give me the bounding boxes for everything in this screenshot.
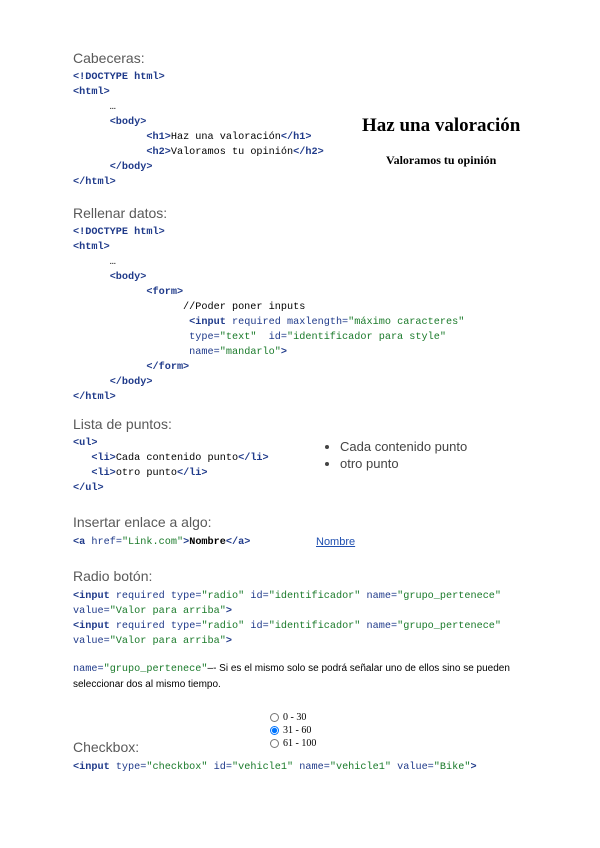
code-block-rellenar xyxy=(73,225,464,405)
code-body-close: </body> xyxy=(109,162,153,173)
code-body-close: </body> xyxy=(109,377,153,388)
code-html-open: <html> xyxy=(73,242,110,253)
code-attr-type: type= xyxy=(170,621,202,632)
code-val-identificador: "identificador" xyxy=(268,591,361,602)
note-text: –- Si es el mismo solo se podrá señalar uno de ellos sino se pueden seleccionar dos al mismo tiempo. xyxy=(73,663,510,690)
code-attr-required: required xyxy=(115,621,165,632)
radio-option-0-30[interactable] xyxy=(270,711,316,724)
code-val-maxlength: "máximo caracteres" xyxy=(348,317,465,328)
code-attr-href: href= xyxy=(91,537,122,548)
code-h1-open: <h1> xyxy=(146,132,171,143)
code-form-open: <form> xyxy=(146,287,184,298)
code-attr-value: value= xyxy=(73,606,110,617)
code-val-bike: "Bike" xyxy=(433,762,471,773)
code-val-arriba: "Valor para arriba" xyxy=(109,606,226,617)
code-ellipsis: … xyxy=(109,102,116,113)
radio-group xyxy=(270,711,316,750)
code-val-grupo: "grupo_pertenece" xyxy=(397,621,502,632)
code-doctype: <!DOCTYPE html> xyxy=(73,72,165,83)
code-attr-type: type= xyxy=(189,332,220,343)
code-comment: //Poder poner inputs xyxy=(183,302,306,313)
code-input-tag: <input xyxy=(73,621,110,632)
preview-bullet-list xyxy=(322,439,467,473)
section-heading-cabeceras: Cabeceras: xyxy=(73,50,145,66)
code-val-identificador: "identificador" xyxy=(268,621,361,632)
code-attr-id: id= xyxy=(213,762,232,773)
code-li-open: <li> xyxy=(91,468,116,479)
code-block-cabeceras xyxy=(73,70,324,190)
code-attr-required: required xyxy=(115,591,165,602)
code-html-open: <html> xyxy=(73,87,110,98)
code-h2-close: </h2> xyxy=(293,147,324,158)
code-h2-open: <h2> xyxy=(146,147,171,158)
code-html-close: </html> xyxy=(73,392,116,403)
code-attr-name: name= xyxy=(189,347,220,358)
code-h1-text: Haz una valoración xyxy=(170,132,281,143)
code-ul-open: <ul> xyxy=(73,438,98,449)
code-tag-end: > xyxy=(183,537,190,548)
code-h1-close: </h1> xyxy=(280,132,312,143)
code-block-enlace xyxy=(73,535,250,550)
radio-option-61-100[interactable] xyxy=(270,737,316,750)
code-input-tag: <input xyxy=(73,591,110,602)
code-val-radio: "radio" xyxy=(201,621,245,632)
preview-h1: Haz una valoración xyxy=(362,115,521,136)
section-heading-lista: Lista de puntos: xyxy=(73,416,172,432)
code-val-vehicle1: "vehicle1" xyxy=(232,762,294,773)
section-heading-rellenar: Rellenar datos: xyxy=(73,205,168,221)
code-attr-required: required xyxy=(231,317,281,328)
code-val-text: "text" xyxy=(219,332,257,343)
code-attr-type: type= xyxy=(115,762,147,773)
section-heading-radio: Radio botón: xyxy=(73,568,153,584)
code-form-close: </form> xyxy=(146,362,190,373)
code-val-checkbox: "checkbox" xyxy=(146,762,208,773)
code-a-text: Nombre xyxy=(189,537,226,548)
code-attr-name: name= xyxy=(366,591,398,602)
code-block-lista xyxy=(73,436,269,496)
code-attr-id: id= xyxy=(250,621,269,632)
radio-note xyxy=(73,661,543,692)
code-attr-id: id= xyxy=(268,332,288,343)
radio-label: 61 - 100 xyxy=(283,738,317,749)
code-li-open: <li> xyxy=(91,453,116,464)
code-tag-end: > xyxy=(225,606,232,617)
code-li-close: </li> xyxy=(238,453,269,464)
code-li1-text: Cada contenido punto xyxy=(115,453,239,464)
code-val-link: "Link.com" xyxy=(121,537,184,548)
code-tag-end: > xyxy=(280,347,288,358)
section-heading-enlace: Insertar enlace a algo: xyxy=(73,514,212,530)
radio-input[interactable] xyxy=(270,726,279,735)
note-prefix: name= xyxy=(73,664,104,675)
code-li2-text: otro punto xyxy=(115,468,177,479)
code-val-vehicle1: "vehicle1" xyxy=(329,762,391,773)
code-attr-id: id= xyxy=(250,591,269,602)
code-tag-end: > xyxy=(470,762,477,773)
radio-input[interactable] xyxy=(270,713,279,722)
code-html-close: </html> xyxy=(73,177,116,188)
code-val-radio: "radio" xyxy=(201,591,245,602)
code-block-radio xyxy=(73,589,501,649)
code-val-mandarlo: "mandarlo" xyxy=(219,347,281,358)
code-val-grupo: "grupo_pertenece" xyxy=(397,591,502,602)
code-body-open: <body> xyxy=(109,272,147,283)
code-val-arriba: "Valor para arriba" xyxy=(109,636,226,647)
radio-option-31-60[interactable] xyxy=(270,724,316,737)
code-attr-value: value= xyxy=(73,636,110,647)
list-item: • Cada contenido punto xyxy=(340,439,467,454)
preview-h2: Valoramos tu opinión xyxy=(386,153,497,167)
code-attr-maxlength: maxlength= xyxy=(287,317,349,328)
code-tag-end: > xyxy=(225,636,232,647)
code-ellipsis: … xyxy=(109,257,116,268)
code-attr-name: name= xyxy=(299,762,330,773)
radio-label: 0 - 30 xyxy=(283,712,307,723)
code-li-close: </li> xyxy=(176,468,208,479)
code-ul-close: </ul> xyxy=(73,483,104,494)
list-item: • otro punto xyxy=(340,456,467,471)
code-attr-value: value= xyxy=(397,762,434,773)
code-doctype: <!DOCTYPE html> xyxy=(73,227,165,238)
code-h2-text: Valoramos tu opinión xyxy=(170,147,294,158)
preview-link-nombre[interactable]: Nombre xyxy=(316,536,356,548)
radio-input[interactable] xyxy=(270,739,279,748)
code-val-id-style: "identificador para style" xyxy=(287,332,446,343)
code-block-checkbox xyxy=(73,760,477,775)
code-input-tag: <input xyxy=(73,762,110,773)
code-a-open: <a xyxy=(73,537,86,548)
section-heading-checkbox: Checkbox: xyxy=(73,739,140,755)
code-input-tag: <input xyxy=(189,317,226,328)
code-body-open: <body> xyxy=(109,117,147,128)
code-a-close: </a> xyxy=(225,537,251,548)
code-attr-type: type= xyxy=(170,591,202,602)
radio-label: 31 - 60 xyxy=(283,725,312,736)
note-value: "grupo_pertenece" xyxy=(103,664,208,675)
code-attr-name: name= xyxy=(366,621,398,632)
